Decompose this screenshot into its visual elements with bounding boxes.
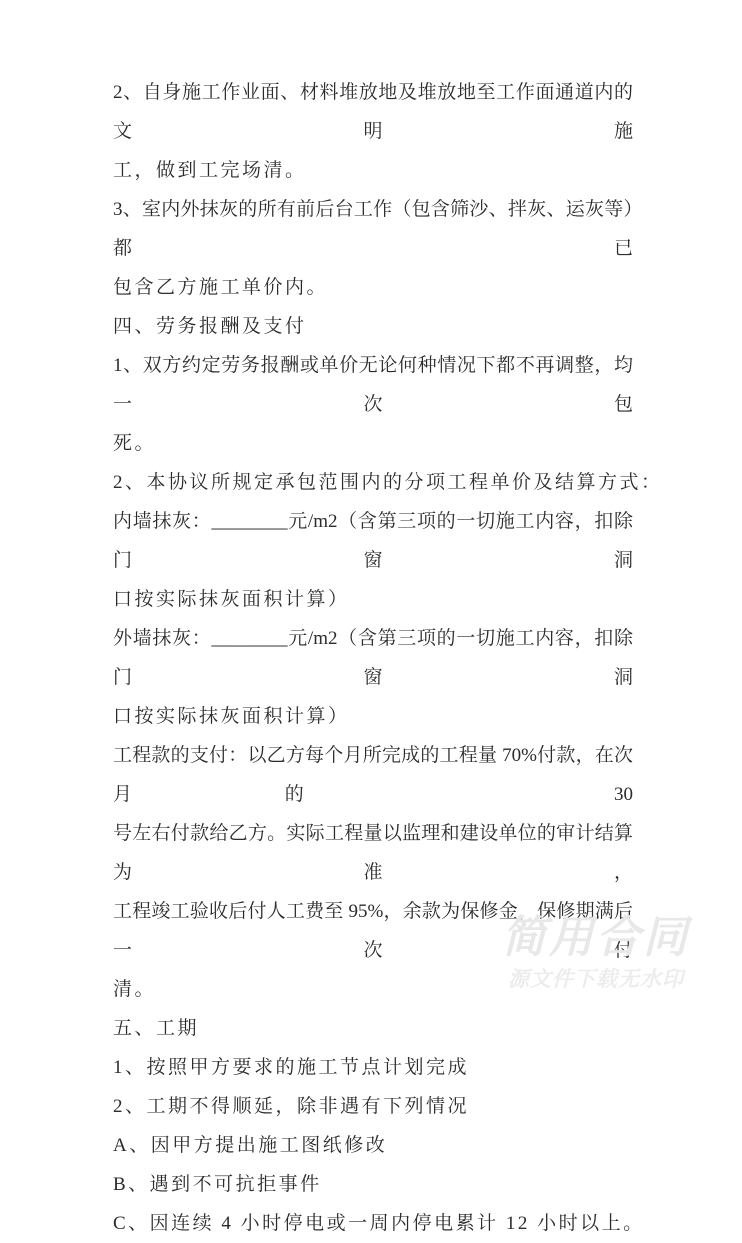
contract-line: 包含乙方施工单价内。 — [113, 277, 329, 298]
contract-line: 2、自身施工作业面、材料堆放地及堆放地至工作面通道内的文明施 — [113, 82, 633, 142]
contract-line: 工程竣工验收后付人工费至 95%，余款为保修金，保修期满后一次付 — [113, 901, 633, 961]
section-heading: 五、工期 — [113, 1018, 200, 1039]
contract-line: 清。 — [113, 979, 157, 1000]
contract-line: 1、按照甲方要求的施工节点计划完成 — [113, 1057, 470, 1078]
contract-line-blank-field: 外墙抹灰：________元/m2（含第三项的一切施工内容，扣除门窗洞 — [113, 628, 633, 688]
contract-line: 口按实际抹灰面积计算） — [113, 589, 350, 610]
contract-line: C、因连续 4 小时停电或一周内停电累计 12 小时以上。 — [113, 1213, 645, 1234]
watermark-subtitle: 源文件下载无水印 — [508, 968, 684, 991]
contract-line: B、遇到不可抗拒事件 — [113, 1174, 322, 1195]
contract-line: 3、室内外抹灰的所有前后台工作（包含筛沙、拌灰、运灰等）都已 — [113, 199, 633, 259]
contract-line: 1、双方约定劳务报酬或单价无论何种情况下都不再调整，均一次包 — [113, 355, 633, 415]
contract-line: A、因甲方提出施工图纸修改 — [113, 1135, 388, 1156]
section-heading: 四、劳务报酬及支付 — [113, 316, 307, 337]
contract-line: 号左右付款给乙方。实际工程量以监理和建设单位的审计结算为准， — [113, 823, 633, 883]
contract-line: 2、本协议所规定承包范围内的分项工程单价及结算方式： — [113, 472, 663, 493]
contract-body — [113, 73, 663, 1243]
contract-line: 死。 — [113, 433, 157, 454]
contract-line: 工程款的支付：以乙方每个月所完成的工程量 70%付款，在次月的 30 — [113, 745, 633, 805]
contract-line-blank-field: 内墙抹灰：________元/m2（含第三项的一切施工内容，扣除门窗洞 — [113, 511, 633, 571]
contract-line: 工，做到工完场清。 — [113, 160, 307, 181]
contract-line: 口按实际抹灰面积计算） — [113, 706, 350, 727]
watermark-title: 简用合同 — [502, 913, 690, 962]
contract-line: 2、工期不得顺延，除非遇有下列情况 — [113, 1096, 470, 1117]
